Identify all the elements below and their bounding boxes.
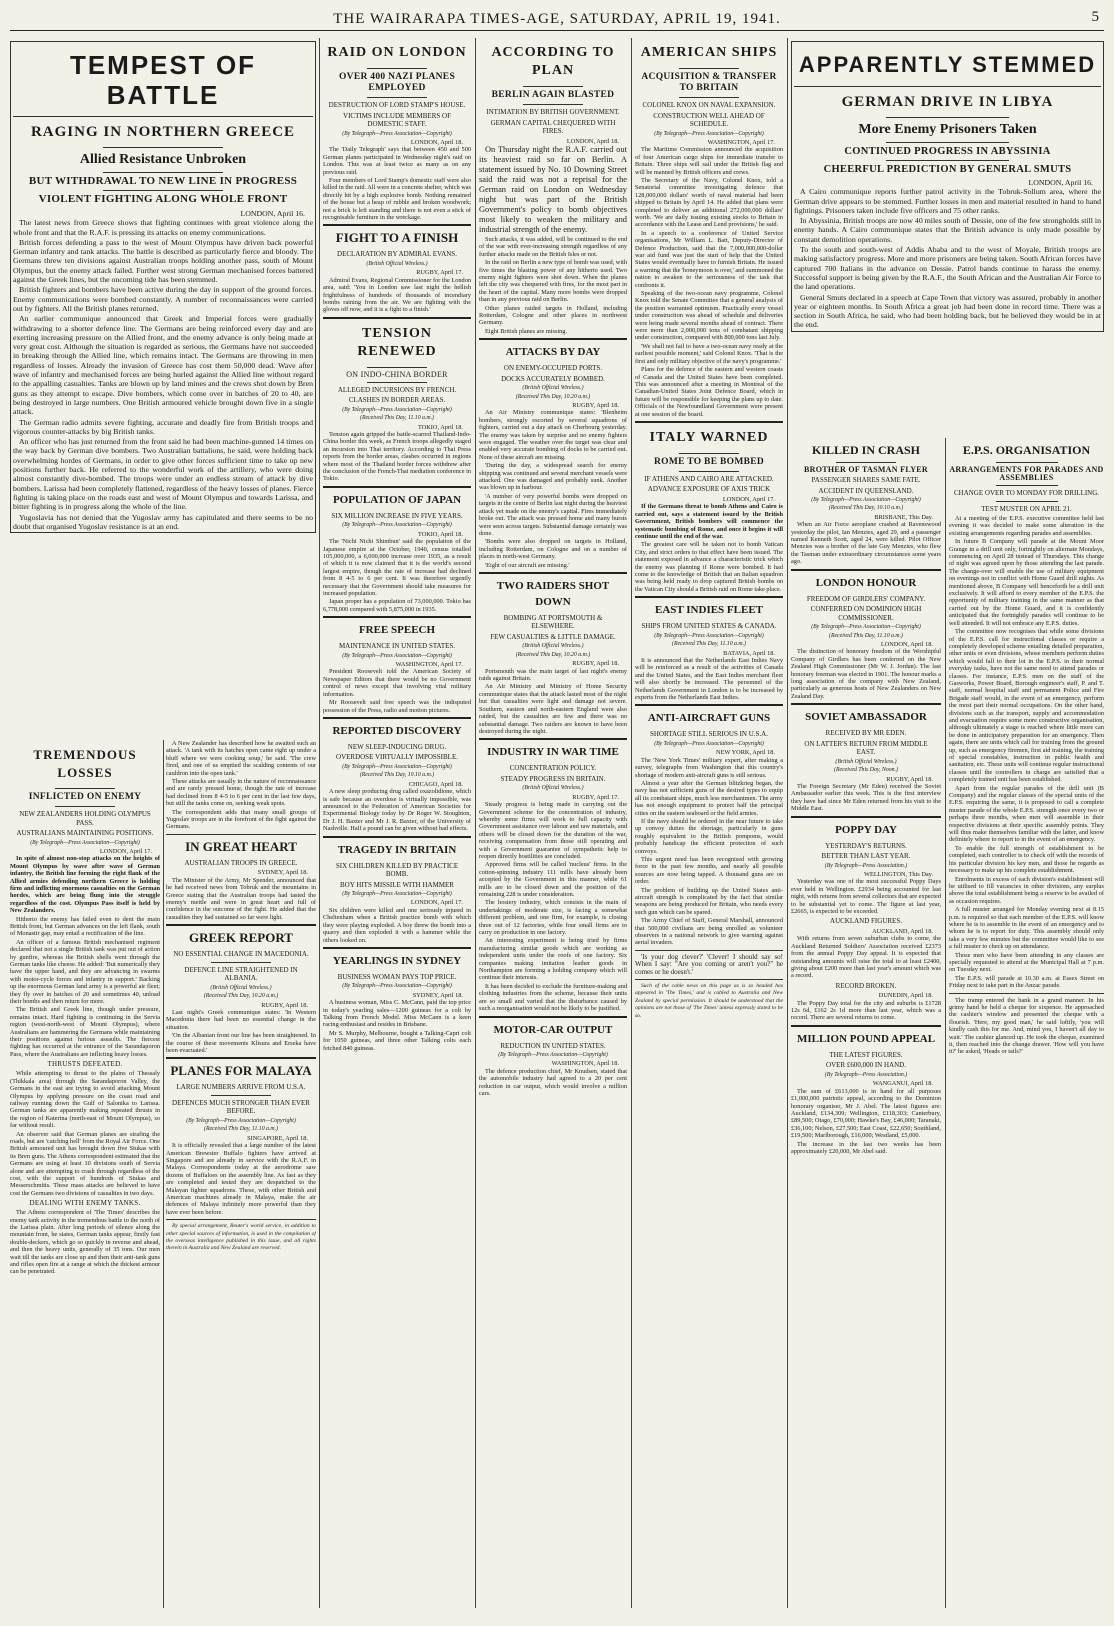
indies-headline: EAST INDIES FLEET — [654, 604, 763, 617]
tension-credit: (By Telegraph—Press Association—Copyright) — [342, 406, 452, 413]
aa-para: If the navy should be ordered in the near future to take up convoy duties the shortage, particularly in guns roughly equivalent to the British pompoms, would probably handicap the efficient protection of such convoys. — [635, 817, 783, 855]
industry-deck: STEADY PROGRESS IN BRITAIN. — [500, 774, 606, 783]
page-number: 5 — [1091, 9, 1100, 25]
soviet-deck: ON LATTER'S RETURN FROM MIDDLE EAST. — [804, 739, 928, 757]
crash-dateline: BRISBANE, This Day. — [874, 513, 933, 521]
libya-para: In Abyssinia, British troops are now 40 miles south of Dessie, one of the few strongholds still in enemy hands. A Cairo communique states that the British advance is only made possible by constant demolition operations. — [794, 216, 1101, 244]
raiders-received: (Received This Day, 10.20 a.m.) — [515, 651, 591, 658]
libya-deck-4: CHEERFUL PREDICTION BY GENERAL SMUTS — [823, 164, 1072, 175]
industry-headline: INDUSTRY IN WAR TIME — [487, 746, 619, 759]
discovery-received: (Received This Day, 10.10 a.m.) — [359, 772, 435, 779]
aa-subhead: SHORTAGE STILL SERIOUS IN U.S.A. — [650, 730, 768, 739]
raiders-dateline: RUGBY, April 18. — [572, 660, 619, 668]
raiders-subhead: BOMBING AT PORTSMOUTH & ELSEWHERE. — [503, 613, 603, 631]
column-3 — [479, 38, 627, 1608]
malaya-credit: (By Telegraph—Press Association—Copyright) — [186, 1117, 296, 1124]
poppy-dateline-2: AUCKLAND, April 18. — [872, 927, 933, 935]
losses-subhead: INFLICTED ON ENEMY — [28, 792, 142, 802]
column-2 — [323, 38, 471, 1608]
tragedy-para: Six children were killed and one seriously injured in Cheltenham when a British practice bomb with which they were playing exploded. A boy threw the bomb into a quarry and then exploded it with a hammer while the others looked on. — [323, 906, 471, 944]
indies-dateline: BATAVIA, April 18. — [723, 649, 775, 657]
industry-para: Steady progress is being made in carrying out the Government scheme for the concentration of industry, whereby some firms will work to full capacity with Government assistance over labour and raw materials, and others will be closed down for the duration of the war, receiving compensation from those still operating and with a Government guarantee of sympathetic help to reopen directly hostilities are concluded. — [479, 801, 627, 860]
ships-credit: (By Telegraph—Press Association—Copyright) — [654, 130, 764, 137]
poppy-credit: (By Telegraph—Press Association.) — [824, 862, 908, 869]
industry-dateline: RUGBY, April 17. — [572, 793, 619, 801]
losses-deck-1: NEW ZEALANDERS HOLDING OLYMPUS PASS. — [19, 810, 151, 827]
plan-deck-2: GERMAN CAPITAL CHEQUERED WITH FIRES. — [490, 118, 616, 135]
eps-para: A full muster arranged for Monday evening next at 8.15 p.m. is required so that each member of the E.P.S. will know where he is to assemble in the event of an emergency and to whom he is to report for duty. This assembly should only take a very few minutes but the committee would like to see a full muster to check up on attendance. — [949, 906, 1104, 951]
raiders-credit: (British Official Wireless.) — [522, 643, 584, 650]
yearlings-subhead: BUSINESS WOMAN PAYS TOP PRICE. — [337, 972, 457, 981]
speech-para: President Roosevelt told the American Society of Newspaper Editors that there would be no Government control of news except that involving vital military information. — [323, 668, 471, 698]
losses-headline: TREMENDOUS LOSSES — [33, 747, 137, 780]
ships-para: In a speech to a conference of United Service organisations, Mr William L. Batt, Deputy-Director of Defence Production, said that the 7,000,000,000-dollar war aid fund was just the start of help that the United States would eventually have to furnish Britain. He issued a warning that the 'honeymoon is over,' and summoned the nation to awaken to the seriousness of the task that confronts it. — [635, 229, 783, 289]
poppy-para: Yesterday was one of the most successful Poppy Days ever held in Wellington. £2934 being accounted for last night, with returns from several collectors that are expected to be substantial yet to come. The figure at last year, £2665, is expected to be exceeded. — [791, 878, 941, 915]
speech-credit: (By Telegraph—Press Association—Copyright) — [342, 652, 452, 659]
poppy-para: With returns from seven suburban clubs to come, the Auckland Returned Soldiers' Association received £2373 from the annual Poppy Day appeal. It is expected that outstanding amounts will raise the total to at least £2400, giving about £200 more than last year's amount which was a record. — [791, 935, 941, 980]
aa-credit: (By Telegraph—Press Association—Copyright) — [654, 740, 764, 747]
malaya-deck: DEFENCES MUCH STRONGER THAN EVER BEFORE. — [172, 1098, 310, 1116]
ships-deck-2: CONSTRUCTION WELL AHEAD OF SCHEDULE. — [653, 111, 765, 128]
libya-para: A Cairo communique reports further patrol activity in the Tobruk-Sollum area, where the German drive appears to be stemmed. Further losses in men and material resulted in hand to hand fightings. Prisoners taken include five officers and 75 other ranks. — [794, 187, 1101, 215]
tension-headline: TENSION RENEWED — [357, 325, 437, 359]
greece-para: The German radio admits severe fighting, accurate and deadly fire from British troops and vigorous counter-attacks by big British tanks. — [13, 417, 313, 436]
eps-para: At a meeting of the E.P.S. executive committee held last evening it was decided to make some alteration in the existing arrangements regarding parades and assemblies. — [949, 515, 1104, 537]
greece-para: British fighters and bombers have been active during the day in support of the ground forces. Enemy communications were bombed constantly. A number of reconnaissances were carried out by fighters. All the British planes returned. — [13, 285, 313, 313]
greek-report-para: 'On the Albanian front our line has been straightened. In the course of these movements Klisura and Ersekа have been evacuated.' — [166, 1032, 316, 1054]
aa-headline: ANTI-AIRCRAFT GUNS — [647, 712, 771, 725]
ships-deck-1: COLONEL KNOX ON NAVAL EXPANSION. — [642, 101, 776, 109]
eps-para: The E.P.S. will parade at 10.30 a.m. at Essex Street on Friday next to take part in the Anzac parade. — [949, 974, 1104, 990]
finish-para: Admiral Evans, Regional Commissioner for the London area, said: 'You in London saw last night the hellish frightfulness of hundreds of thousands of incendiary bombs raining from the air. We are fighting with the gloves off now, and it is a fight to a finish.' — [323, 276, 471, 314]
speech-dateline: WASHINGTON, April 17. — [395, 661, 463, 669]
tragedy-subhead: SIX CHILDREN KILLED BY PRACTICE BOMB. — [335, 861, 459, 879]
libya-headline: APPARENTLY STEMMED — [798, 52, 1097, 77]
crash-para: When an Air Force aeroplane crashed at Ravenswood yesterday the pilot, Ian Menzies, aged 29, and a passenger named Kenneth Scott, aged 24, were killed. Pilot Officer Menzies was a brother of the late Guy Menzies, who flew the Tasman under extraordinary circumstances some years ago. — [791, 521, 941, 566]
appeal-headline: MILLION POUND APPEAL — [796, 1032, 936, 1045]
ships-subhead: ACQUISITION & TRANSFER TO BRITAIN — [641, 72, 777, 93]
appeal-para: The increase in the last two weeks has been approximately £20,000, Mr Abel said. — [791, 1140, 941, 1155]
greece-para: The latest news from Greece shows that fighting continues with great violence along the whole front and that the R.A.F. is pressing its attacks on enemy communications. — [13, 218, 313, 237]
losses-para: The Athens correspondent of 'The Times' describes the enemy tank activity in the tremendous battle to the north of the Larissa plain. After long periods of silence along the mountain front, he states, German tanks appear, firstly fast double-deckers, which go so quickly in reverse and ahead, and then the heavy units, generally of 35 tons. Our men wait till the tanks are close up and then their anti-tank guns and rifles open fire at a range at which the thickest armour can be penetrated. — [10, 1209, 160, 1276]
reuter-note: By special arrangement, Reuter's world service, in addition to other special sources of information, is used in the compilation of the overseas intelligence published in this issue, and all rights therein in Australia and New Zealand are reserved. — [166, 1223, 316, 1252]
ships-para: Plans for the defence of the eastern and western coasts of Canada and the United States have been completed. This was announced after a meeting in Montreal of the Canadian-United States Joint Defence Board, which in future will be responsible for keeping the plans up to date. Officials of the Newfoundland Government were present at one session of the board. — [635, 366, 783, 418]
greek-report-credit: (British Official Wireless.) — [210, 984, 272, 991]
soviet-headline: SOVIET AMBASSADOR — [805, 711, 927, 724]
italy-subhead: ROME TO BE BOMBED — [653, 456, 765, 467]
aa-dateline: NEW YORK, April 18. — [716, 749, 775, 757]
tension-dateline: TOKIO, April 18. — [417, 423, 463, 431]
crash-subhead: BROTHER OF TASMAN FLYER — [803, 465, 929, 474]
appeal-deck: OVER £600,000 IN HAND. — [826, 1061, 906, 1070]
masthead — [10, 8, 1104, 31]
column-4 — [635, 38, 783, 1608]
malaya-subhead: LARGE NUMBERS ARRIVE FROM U.S.A. — [176, 1083, 306, 1092]
soviet-para: The Foreign Secretary (Mr Eden) received the Soviet Ambassador earlier this week. This is the first interview they have had since Mr Eden returned from his visit to the Middle East. — [791, 782, 941, 813]
greece-deck-3: BUT WITHDRAWAL TO NEW LINE IN PROGRESS — [28, 175, 298, 187]
soviet-subhead: RECEIVED BY MR EDEN. — [825, 729, 907, 738]
libya-para: General Smuts declared in a speech at Cape Town that victory was assured, probably in another year or eighteen months. In South Africa a great job had been done in record time. There was a section in South Africa, he said, who had been holding back, but he believed they would be in at the end. — [794, 292, 1101, 330]
poppy-dateline-3: DUNEDIN, April 18. — [878, 992, 933, 1000]
finish-subhead: DECLARATION BY ADMIRAL EVANS. — [337, 250, 457, 259]
attacks-headline: ATTACKS BY DAY — [505, 346, 601, 359]
aa-para: The Army Chief of Staff, General Marshall, announced that 500,000 civilians are being enrolled as volunteer observers in a national network to give warning against aerial invaders. — [635, 917, 783, 947]
tension-deck-1: ALLEGED INCURSIONS BY FRENCH. — [337, 385, 457, 394]
yearlings-dateline: SYDNEY, April 18. — [412, 991, 463, 999]
losses-para: These attacks are usually in the nature of reconnaissance and are rarely pressed home, though the rate of increase had declined from 8 4-5 to 6 per cent in the last few days, but still the tanks come on, seeking weak spots. — [166, 778, 316, 808]
losses-para: The correspondent adds that many small groups of Yugoslav troops are in the forefront of the fight against the Germans. — [166, 808, 316, 831]
losses-para: In spite of almost non-stop attacks on the heights of Mount Olympus by wave after wave of German infantry, the British line forming the right flank of the Allied armies defending northern Greece is holding firm and inflicting enormous casualties on the German hordes, which are being flung into the struggle regardless of the cost. Olympus Pass itself is held by New Zealanders. — [10, 855, 160, 915]
plan-para: In the raid on Berlin a new type of bomb was used, with five times the blasting power of any hitherto used. Two enemy night fighters were shot down. When the planes left the city was chequered with fires, for the most part in the heart of the capital. Many more bombs were dropped than in any previous raid on Berlin. — [479, 259, 627, 304]
malaya-dateline: SINGAPORE, April 18. — [247, 1134, 308, 1142]
soviet-dateline: RUGBY, April 18. — [886, 775, 933, 783]
greece-deck-4: VIOLENT FIGHTING ALONG WHOLE FRONT — [38, 193, 288, 205]
tension-para: Tension again gripped the battle-scarred Thailand-Indo-China border this week, as French troops allegedly staged an incursion into Thai territory. According to Thai Press reports from the border areas, clashes occurred in regions where most of the Thailand border forces withdrew after the conclusion of the French-Thai mediation conference in Tokio. — [323, 430, 471, 483]
speech-subhead: MAINTENANCE IN UNITED STATES. — [338, 642, 456, 651]
heart-headline: IN GREAT HEART — [185, 838, 297, 854]
japan-dateline: TOKIO, April 18. — [417, 530, 463, 538]
japan-subhead: SIX MILLION INCREASE IN FIVE YEARS. — [331, 511, 463, 520]
greek-report-deck: DEFENCE LINE STRAIGHTENED IN ALBANIA. — [184, 965, 298, 983]
tragedy-credit: (By Telegraph—Press Association—Copyright) — [342, 891, 452, 898]
plan-para: On Thursday night the R.A.F. carried out its heaviest raid so far on Berlin. A statement issued by No. 10 Downing Street said the raid was not a reprisal for the German raid on London on Wednesday night but was part of the British Government's policy to bomb objectives most likely to weaken the military and industrial strength of the enemy. — [479, 144, 627, 234]
appeal-credit: (By Telegraph—Press Association.) — [824, 1071, 908, 1078]
greece-deck-1: RAGING IN NORTHERN GREECE — [30, 124, 296, 140]
losses-para: While attempting to thrust to the plains of Thessaly (Thikkala area) through the Sarandaporon Valley, the Germans in the east are trying to avoid attacking Mount Olympus by applying pressure on the coast road and railway running down the Gulf of Salonika to Larissa. German tanks are apparently making repeated thrusts in the region of Katerina (north-east of Mount Olympus), so far without result. — [10, 1070, 160, 1130]
tragedy-dateline: LONDON, April 17. — [410, 899, 463, 907]
masthead-title: THE WAIRARAPA TIMES-AGE, SATURDAY, APRIL 19, 1941. — [333, 10, 781, 27]
italy-para: The greatest care will be taken not to bomb Vatican City, and strict orders to that effect have been issued. The statement exposed in advance a characteristic trick which the enemy was planning if Rome were bombed. It had come to the knowledge of British that an Italian squadron was being held ready to drop captured British bombs on the Vatican City should a British raid on Rome take place. — [635, 541, 783, 593]
attacks-para: 'Eight of our aircraft are missing.' — [485, 561, 570, 569]
libya-para: To the south and south-west of Addis Ababa and to the west of Moyale, British troops are making satisfactory progress. More and more prisoners are being taken. South African forces have captured 700 Italians in the advance on Dessie. Patrol bands continue to harass the enemy. Successful support is being given by the R.A.F., the South African and the Australian Air Force to the land operations. — [794, 245, 1101, 292]
eps-deck-1: CHANGE OVER TO MONDAY FOR DRILLING. — [953, 489, 1100, 497]
honour-dateline: LONDON, April 18. — [880, 640, 933, 648]
tension-subhead: ON INDO-CHINA BORDER — [346, 369, 448, 379]
italy-deck-2: ADVANCE EXPOSURE OF AXIS TRICK — [647, 485, 771, 494]
attacks-subhead: ON ENEMY-OCCUPIED PORTS. — [503, 364, 603, 373]
losses-credit: (By Telegraph—Press Association—Copyright) — [30, 839, 140, 846]
yearlings-para: A business woman, Miss C. McCann, paid the top price in today's yearling sales—1200 guineas for a colt by Talking from French Model. Miss McCann is a keen racing enthusiast and resides in Brisbane. — [323, 999, 471, 1029]
greece-para: British forces defending a pass to the west of Mount Olympus have driven back powerful German infantry and tank attacks. The battle is described as particularly fierce and bloody. The Germans threw ten divisions against Australian troops holding another pass, south of Mount Olympus, but the enemy attack failed. Further west strong German mechanised forces battered against the Greek lines, but the oncoming tide has been stemmed. — [13, 237, 313, 285]
aa-para: The problem of building up the United States anti-aircraft strength is complicated by the fact that similar weapons are being produced for Britain, who needs every such gun which can be spared. — [635, 886, 783, 916]
japan-para: The 'Nichi Nichi Shimbun' said the population of the Japanese empire at the October, 1940, census totalled 105,000,000, a 6,000,000 increase over 1935, as a result of which it is now claimed that it is the world's second largest empire, though the rate of increase had declined from 8 4-5 to 6 per cent. It was therefore urgently necessary that the Government should take measures for increased population. — [323, 538, 471, 597]
industry-para: The hosiery industry, which consists in the main of undertakings of moderate size, is facing a somewhat different problem, and one firm, for example, is closing three out of 12 factories, while four small firms are to carry on production in one factory. — [479, 899, 627, 937]
yearlings-credit: (By Telegraph—Press Association—Copyright) — [342, 983, 452, 990]
honour-subhead: FREEDOM OF GIRDLERS' COMPANY. — [806, 594, 926, 603]
indies-received: (Received This Day, 11.10 a.m.) — [672, 641, 746, 648]
crash-deck-2: ACCIDENT IN QUEENSLAND. — [818, 486, 914, 495]
eps-para: Apart from the regular parades of the drill unit (B Company) and the regular classes of the special units of the E.P.S. requiring the same, it is proposed to call a complete muster parade of the whole E.P.S. strength once every two or perhaps three months, when men will assemble in their respective divisions at their specific assembly points. They will thus make themselves familiar with the latter, and know definitely where to report to in the event of an emergency. — [949, 784, 1104, 844]
motorcar-dateline: WASHINGTON, April 18. — [551, 1060, 619, 1068]
honour-received: (Received This Day, 11.10 a.m.) — [829, 632, 903, 639]
newspaper-page — [10, 8, 1104, 1608]
greece-para: Yugoslavia has not denied that the Yugoslav army has capitulated and there seems to be no doubt that organised Yugoslav resistance is at an end. — [13, 512, 313, 531]
eps-para: To enable the full strength of establishment to be completed, each controller is to check off with the records of his particular division his key men, and those he regards as necessary to make up his complete establishment. — [949, 844, 1104, 875]
italy-dateline: LONDON, April 17. — [722, 495, 775, 503]
motorcar-subhead: REDUCTION IN UNITED STATES. — [500, 1041, 606, 1050]
motorcar-headline: MOTOR-CAR OUTPUT — [493, 1023, 613, 1036]
greece-para: An earlier communique announced that Greek and Imperial forces were gradually withdrawing to a shorter defence line. The Germans are being reinforced every day and are exerting increasing pressure on the Allied front, and the enemy advance is only being made at very great cost. Although the situation is regarded as serious, the Germans have not succeeded in breaking through the Allied line, which remains intact. The Germans are throwing in men regardless of losses. Already the invasion of Greece has cost them 50,000 dead. Wave after wave of infantry and mechanised forces are being hurled against the Allied line without regard to the appalling casualties. Tanks are blown up by land mines and the crews shot down by Bren guns as they attempt to escape. Dive bombers, which come over in batches of 20 to 40, are being destroyed in large numbers. One British armoured vehicle brought down five in a single attack. — [13, 314, 313, 417]
poppy-crosshead: AUCKLAND FIGURES. — [830, 917, 902, 926]
japan-credit: (By Telegraph—Press Association—Copyright) — [342, 522, 452, 529]
finish-dateline: RUGBY, April 17. — [416, 269, 463, 277]
poppy-headline: POPPY DAY — [835, 823, 897, 836]
heart-para: The Minister of the Army, Mr Spender, announced that he had received news from Tobruk and the mountains in Greece stating that the Australian troops had tasted the enemy's mettle and were in great heart and full of confidence in the outcome of the fight. He added that the casualties they had sustained so far were light. — [166, 876, 316, 921]
attacks-para: 'Bombs were also dropped on targets in Holland, including Rotterdam, on Cologne and on a number of places in north-west Germany. — [479, 538, 627, 561]
losses-crosshead: DEALING WITH ENEMY TANKS. — [29, 1199, 141, 1208]
honour-credit: (By Telegraph—Press Association—Copyright) — [811, 624, 921, 631]
finish-credit: (British Official Wireless.) — [366, 260, 428, 267]
eps-para: The committee now recognises that while some divisions of the E.P.S. call for instructional classes or require a completely developed scheme entailing detailed preparation, other units or even divisions, whose members perform duties which would fall to their lot in the E.P.S. in their normal everyday tasks, have not the same need to attend parades or classes. For instance, E.P.S. men on the staff of the Gasworks, Power Board, Borough engineer's staff, P. and T. staff, normal hospital staff and permanent Police and Fire Brigade staff would, in the event of an emergency, perform the most part their normal occupations. On the other hand, divisions such as the transport, supply and accommodation and evacuation require some more constructive organisation, although ultimately a stage is reached where little more can be done in anticipatory preparation for an emergency. Then again, there are units which call for training from the ground up, such as emergency firemen, first aid training, the training of special constables, instruction in public health and sanitation, etc. These units will continue regular instructional classes until the controllers in charge are satisfied that a completely trained unit has been established. — [949, 628, 1104, 784]
attacks-para: An Air Ministry communique states: 'Blenheim bombers, strongly escorted by several squadrons of fighters, carried out a day attack on Cherbourg yesterday. The enemy was taken by surprise and no enemy fighters were engaged. The weather over the target was clear and enabled very accurate bombing of docks to be carried out. None of these aircraft are missing. — [479, 409, 627, 461]
poppy-dateline: WELLINGTON, This Day. — [864, 870, 933, 878]
industry-para: It has been decided to exclude the furniture-making and clothing industries from the scheme, because their units are so small and varied that the disturbance caused by such a reorganisation would not be likely to be justified. — [479, 982, 627, 1013]
losses-para: An officer of a famous British mechanised regiment declared that not a single British tank was put out of action by gunfire, whereas the British shells went through the German tanks like cheese. He added: 'But numerically they have the upper hand, and they are advancing in swarms with motor-cycle forces and infantry in support.' Backing up the enormous German land army is a powerful air fleet; they fly over in batches of 20 and sometimes 40, unload their bombs and then return for more. — [10, 938, 160, 1006]
times-note: Such of the cable news on this page as is so headed has appeared in 'The Times,' and is cabled to Australia and New Zealand by special permission. It should be understood that the opinions are not those of 'The Times' unless expressly stated to be so. — [635, 983, 783, 1019]
discovery-credit: (By Telegraph—Press Association—Copyright) — [342, 763, 452, 770]
appeal-subhead: THE LATEST FIGURES. — [829, 1050, 903, 1059]
column-6 — [949, 438, 1104, 1608]
ships-para: Speaking of the two-ocean navy programme, Colonel Knox told the Senate Committee that a general analysis of the position warranted optimism. Practically every vessel under construction was ahead of schedule and deliveries were being made several months ahead of contract. There were more than 2,000,000 tons of combatant shipping under construction, compared with 800,000 tons last July. — [635, 290, 783, 342]
attacks-received: (Received This Day, 10.20 a.m.) — [515, 393, 591, 400]
ships-para: The Secretary of the Navy, Colonel Knox, told a Senatorial committee investigating defence that 128,000,000 dollars' worth of naval material had been shipped to Britain by April 14. He added that plans were completed to deliver an additional 272,000,000 dollars' worth. 'We are daily issuing existing stocks to Britain in accordance with the Lease and Lend provisions,' he said. — [635, 176, 783, 229]
ships-dateline: WASHINGTON, April 17. — [707, 138, 775, 146]
losses-para: An observer said that German planes are strafing the roads, but are 'catching hell' from the Royal Air Force. One British armoured unit has brought down five Stukas with its Bren guns. The Athens correspondent estimated that the Germans are using at least 10 divisions south of Servia alone and are attempting to crash through regardless of the cost, with the support of hundreds of Stukas and Messerschmitts. These mass attacks are believed to have cost the Germans two divisions of casualties in two days. — [10, 1130, 160, 1197]
tension-received: (Received This Day, 11.10 a.m.) — [360, 415, 434, 422]
indies-subhead: SHIPS FROM UNITED STATES & CANADA. — [641, 622, 777, 631]
losses-continued — [166, 740, 316, 1254]
japan-para: Japan proper has a population of 73,000,000. Tokio has 6,778,000 compared with 5,875,000 in 1935. — [323, 598, 471, 613]
tramp-story: The tramp entered the bank in a grand manner. In his grimy hand he held a cheque for sixpence. He approached the cashier's window and presented the cheque with a flourish. 'Here, my good man,' he said loftily, 'you will kindly cash this for me. And, mind you, I haven't all day to wait.' The cashier glanced up. He took the cheque, examined it, then reached into the change drawer. 'How will you have it?' he asked, 'Heads or tails?' — [949, 996, 1104, 1056]
losses-para: The British and Greek line, though under pressure, remains intact. Hard fighting is continuing in the Servia region (west-north-west of Mount Olympus), where Australians are hammering the Germans while maintaining their positions against furious assaults. The fiercest fighting has occurred at the entrance of the Sarandaporon Pass, where the Australians are inflicting heavy losses. — [10, 1006, 160, 1058]
indies-para: It is announced that the Netherlands East Indies Navy will be reinforced as a result of the activities of Canada and the United States, and the East Indies merchant fleet will also shortly be increased. The personnel of the Netherlands Government in London is to be increased by experts from the Netherlands East Indies. — [635, 656, 783, 701]
plan-headline: ACCORDING TO PLAN — [491, 45, 615, 78]
italy-headline: ITALY WARNED — [649, 429, 769, 445]
discovery-headline: REPORTED DISCOVERY — [332, 724, 462, 737]
column-5 — [791, 438, 941, 1608]
plan-para: Eight British planes are missing. — [485, 327, 568, 335]
yearlings-para: Mr S. Murphy, Melbourne, bought a Talking-Capri colt for 1050 guineas, and three other Talking colts each fetched 840 guineas. — [323, 1029, 471, 1052]
greece-dateline: LONDON, April 16. — [240, 209, 305, 218]
greek-report-para: Last night's Greek communique states: 'In Western Macedonia there had been no essential change in the situation. — [166, 1008, 316, 1031]
dog-joke: 'Is your dog clever?' 'Clever! I should say so! When I say: "Are you coming or aren't you?" he comes or he doesn't.' — [635, 952, 783, 976]
attacks-para: 'A number of very powerful bombs were dropped on targets in the centre of Berlin last night during the heaviest attack yet made on the enemy's capital. Fires immediately broke out. The attack was pressed home and many bursts were seen across targets. Substantial damage certainly was done. — [479, 492, 627, 537]
crash-headline: KILLED IN CRASH — [811, 443, 921, 457]
honour-deck: CONFERRED ON DOMINION HIGH COMMISSIONER. — [810, 605, 922, 622]
plan-deck-1: INTIMATION BY BRITISH GOVERNMENT. — [486, 108, 620, 116]
attacks-para: 'During the day, a widespread search for enemy shipping was continued and several merchant vessels were attacked. One was damaged and probably sunk. Another was blown up in harbour. — [479, 462, 627, 492]
libya-deck-1: GERMAN DRIVE IN LIBYA — [841, 94, 1054, 110]
losses-crosshead: THRUSTS DEFEATED. — [47, 1060, 123, 1069]
tragedy-headline: TRAGEDY IN BRITAIN — [337, 843, 457, 856]
libya-deck-3: CONTINUED PROGRESS IN ABYSSINIA — [844, 146, 1051, 157]
discovery-para: A new sleep producing drug called oxazolidione, which is safe because an overdose is virtually impossible, was announced to the Federation of American Societies for Experimental Biology today by Dr Roger W. Stoughton, Dr J. H. Baxter and Mr J. R. Baxter, of the University of Nashville. Half a pound can be given without bad effects. — [323, 788, 471, 833]
attacks-dateline: RUGBY, April 18. — [572, 402, 619, 409]
motorcar-para: The defence production chief, Mr Knudsen, stated that the automobile industry had agreed to a 20 per cent reduction in car output, which would involve a million cars. — [479, 1067, 627, 1098]
soviet-credit: (British Official Wireless.) — [835, 758, 897, 765]
greek-report-subhead: NO ESSENTIAL CHANGE IN MACEDONIA. — [173, 950, 309, 959]
plan-para: Such attacks, it was added, will be continued to the end of the war with ever-increasing strength regardless of any further attacks made on the British Isles or not. — [479, 235, 627, 258]
poppy-crosshead: RECORD BROKEN. — [835, 981, 897, 990]
raid-deck-2: VICTIMS INCLUDE MEMBERS OF DOMESTIC STAFF. — [343, 111, 451, 128]
poppy-para: The Poppy Day total for the city and suburbs is £1728 12s 6d, £162 2s 1d more than last year, which was a record. There are several returns to come. — [791, 999, 941, 1022]
industry-para: An interesting experiment is being tried by firms manufacturing similar goods which are working as independent units under the roofs of one factory. Six companies making imitation leather goods in Northampton are forming a holding company which will continue their interests. — [479, 937, 627, 982]
plan-subhead: BERLIN AGAIN BLASTED — [491, 90, 615, 100]
malaya-para: It is officially revealed that a large number of the latest American Brewster Buffalo fighters have arrived at Singapore and are already in service with the R.A.F. in Malaya. Correspondents today at the aerodrome saw dozens of Buffaloes on the assembly line. As fast as they are completed and tested they are despatched to the Malayan fighter squadrons. These, with other British and American machines already in Malaya, make the air defences of Malaya infinitely more powerful than they have ever been before. — [166, 1142, 316, 1216]
eps-deck-2: TEST MUSTER ON APRIL 21. — [981, 504, 1072, 513]
raiders-para: An Air Ministry and Ministry of Home Security communique states that the attack lasted most of the night but that casualties were light and damage not severe. Southern, eastern and north-eastern England were also raided, but the casualties are few and there was no substantial damage. Two raiders are known to have been destroyed during the night. — [479, 683, 627, 735]
libya-deck-2: More Enemy Prisoners Taken — [858, 122, 1037, 137]
attacks-deck: DOCKS ACCURATELY BOMBED. — [501, 374, 605, 383]
heart-dateline: SYDNEY, April 18. — [257, 869, 308, 877]
greek-report-dateline: RUGBY, April 18. — [261, 1001, 308, 1009]
aa-para: The 'New York Times' military expert, after making a survey, telegraphs from Washington that this country's shortage of modern anti-aircraft guns is still serious. — [635, 756, 783, 779]
losses-para: A New Zealander has described how he awaited such an attack. 'A tank with its hatches open came right up under a bluff where we were cooking soup,' he said. 'The crew fired, and one of us emptied the scalding contents of our cauldron into the open tank.' — [166, 740, 316, 777]
tension-deck-2: CLASHES IN BORDER AREAS. — [348, 396, 446, 405]
libya-dateline: LONDON, April 16. — [1028, 178, 1093, 187]
eps-para: Those men who have been attending in any classes are specially requested to attend at the Municipal Hall at 7 p.m. on Tuesday next. — [949, 951, 1104, 974]
eps-para: Enrolments in excess of each division's establishment will be utilised to fill vacancies in other divisions, any surplus above the total establishment being a reserve to be availed of as occasion requires. — [949, 875, 1104, 905]
raiders-deck: FEW CASUALTIES & LITTLE DAMAGE. — [490, 632, 616, 641]
heart-subhead: AUSTRALIAN TROOPS IN GREECE. — [184, 858, 298, 867]
raid-para: The 'Daily Telegraph' says that between 450 and 500 German planes participated in Wednesday night's raid on London. This was at least twice as many as on any previous raid. — [323, 146, 471, 176]
appeal-para: The sum of £613,000 is in hand for all purposes £1,000,000 patriotic appeal, according to the Dominion honorary organiser, Mr J. Abel. The latest figures are: Auckland, £134,309; Wellington, £118,303; Canterbury, £89,500; Otago, £70,000; Hawke's Bay, £46,000; Taranaki, £36,100; Nelson, £27,500; East Coast, £22,650; Southland, £19,500; Marlborough, £16,000; Westland, £5,000. — [791, 1087, 941, 1140]
italy-para: If the Germans threat to bomb Athens and Cairo is carried out, says a statement issued by the British Government, British bombers will commence the systematic bombing of Rome, and once it begins it will continue until the end of the war. — [635, 503, 783, 540]
greece-deck-2: Allied Resistance Unbroken — [79, 152, 247, 167]
ships-para: 'We shall not fail to have a two-ocean navy ready at the earliest possible moment,' said Colonel Knox. 'That is the first and only military objective of the navy's programme.' — [635, 342, 783, 365]
attacks-credit: (British Official Wireless.) — [522, 385, 584, 392]
raiders-para: Portsmouth was the main target of last night's enemy raids against Britain. — [479, 667, 627, 683]
raid-credit: (By Telegraph—Press Association—Copyright) — [342, 130, 452, 137]
appeal-dateline: WANGANUI, April 18. — [872, 1080, 933, 1088]
raid-deck-1: DESTRUCTION OF LORD STAMP'S HOUSE. — [328, 101, 466, 109]
losses-deck-2: AUSTRALIANS MAINTAINING POSITIONS. — [16, 829, 154, 837]
raid-subhead: OVER 400 NAZI PLANES EMPLOYED — [338, 72, 456, 93]
indies-credit: (By Telegraph—Press Association—Copyright) — [654, 632, 764, 639]
tragedy-deck: BOY HITS MISSILE WITH HAMMER — [340, 880, 454, 889]
malaya-headline: PLANES FOR MALAYA — [170, 1063, 312, 1079]
raid-headline: RAID ON LONDON — [327, 45, 467, 60]
honour-headline: LONDON HONOUR — [815, 576, 917, 589]
eps-para: In future B Company will parade at the Mount Moor Grange in a drill unit only, fortnightly on alternate Mondays, commencing on April 28 instead of Thursdays. This change of night was agreed upon by those attending the last parade. The change-over will enable the use of military equipment on evenings not in conflict with Home Guard drill nights. As mentioned above, B Company will henceforth be a drill unit exclusively. It will afford to every member of the E.P.S. the opportunity of military training in the same manner as that carried out by the Home Guard, and it is confidently anticipated that the fortnightly parades will continue to be well attended. It will not embrace any E.P.S. duties. — [949, 538, 1104, 627]
poppy-deck: BETTER THAN LAST YEAR. — [821, 852, 911, 861]
poppy-subhead: YESTERDAY'S RETURNS. — [825, 841, 907, 850]
crash-credit: (By Telegraph—Press Association—Copyright) — [811, 497, 921, 503]
crash-received: (Received This Day, 10.10 a.m.) — [828, 505, 904, 512]
honour-para: The distinction of honorary freedom of the Worshipful Company of Girdlers has been conferred on the New Zealand High Commissioner (Mr W. J. Jordan). The last honorary freeman was elected in 1901. The honour marks a long association of the company with New Zealand, particularly as generous hosts of New Zealanders on New Zealand Day. — [791, 648, 941, 700]
industry-subhead: CONCENTRATION POLICY. — [509, 764, 597, 773]
italy-deck-1: IF ATHENS AND CAIRO ARE ATTACKED. — [644, 474, 774, 483]
plan-para: Other planes raided targets in Holland, including Rotterdam, Cologne and other places in northwest Germany. — [479, 304, 627, 327]
greek-report-headline: GREEK REPORT — [189, 930, 293, 946]
raiders-headline: TWO RAIDERS SHOT DOWN — [496, 579, 610, 608]
motorcar-credit: (By Telegraph—Press Association—Copyright) — [498, 1052, 608, 1058]
soviet-received: (Received This Day, Noon.) — [834, 767, 898, 774]
ships-headline: AMERICAN SHIPS — [640, 45, 778, 60]
crash-deck-1: PASSENGER SHARES SAME FATE. — [811, 476, 921, 484]
discovery-subhead: NEW SLEEP-INDUCING DRUG. — [347, 742, 447, 751]
raid-para: Four members of Lord Stamp's domestic staff were also killed in the raid. All were in a concrete shelter, which was directly hit by a high explosive bomb. Nothing remained of the house but a heap of rubble and broken woodwork; not a brick is left standing and there is not even a stick of recognisable furniture in the wreckage. — [323, 176, 471, 221]
industry-para: Approved firms will be called 'nucleus' firms. In the cotton-spinning industry 111 mills have already been accepted by the Government in this manner, while 61 mills are to be closed down and the position of the remaining 228 is under consideration. — [479, 861, 627, 898]
speech-para: Mr Roosevelt said free speech was the indisputed possession of the Press, radio and motion pictures. — [323, 699, 471, 714]
malaya-received: (Received This Day, 11.10 a.m.) — [204, 1126, 278, 1133]
plan-dateline: LONDON, April 18. — [566, 137, 619, 145]
greek-report-received: (Received This Day, 10.20 a.m.) — [203, 993, 279, 1000]
speech-headline: FREE SPEECH — [358, 624, 436, 637]
aa-para: This urgent need has been recognised with growing force in the past few months, and nearly all possible sources are now being tapped. A thousand guns are on order. — [635, 855, 783, 886]
discovery-dateline: CHICAGO, April 18. — [408, 780, 463, 788]
discovery-deck: OVERDOSE VIRTUALLY IMPOSSIBLE. — [336, 753, 458, 762]
raid-dateline: LONDON, April 18. — [410, 138, 463, 146]
losses-dateline: LONDON, April 17. — [99, 847, 152, 855]
libya-section — [791, 38, 1104, 430]
greece-headline: TEMPEST OF BATTLE — [69, 50, 257, 110]
eps-headline: E.P.S. ORGANISATION — [962, 443, 1091, 457]
eps-subhead: ARRANGEMENTS FOR PARADES AND ASSEMBLIES — [949, 465, 1104, 482]
losses-para: Hitherto the enemy has failed even to dent the main British front, but German advances on the left flank, south of Monastir gap, may entail a rectification of the line. — [10, 915, 160, 938]
greece-section — [10, 38, 316, 536]
greece-para: An officer who has just returned from the front said he had been machine-gunned 14 times on the way back by German dive bombers. Two Australian battalions, he said, were holding back overwhelming hordes of Germans, in order to give other forces sufficient time to take up new positions further back. He referred to the wonderful work of the artillery, who were doing almost constantly dive-bombed. The troops were under an endless stream of attack by dive bombers. Larissa had been completely flattened, regardless of the heavy losses of planes. Fierce fighting is taking place on the roads east and west of Mount Olympus and towards Larissa, and bitter fighting is in progress along the whole of the line. — [13, 437, 313, 512]
industry-credit: (British Official Wireless.) — [522, 785, 584, 792]
yearlings-headline: YEARLINGS IN SYDNEY — [332, 954, 462, 967]
ships-para: The Maritime Commission announced the acquisition of four American cargo ships for immediate transfer to Britain. Three ships will sail under the British flag and will be manned by British officers and crews. — [635, 146, 783, 176]
losses-section — [10, 740, 160, 1277]
aa-para: Almost a year after the German blitzkrieg began, the navy has not sufficient guns of the desired types to equip all its combatant ships, much less merchantmen. The army has not enough equipment to protect half the principal cities on the eastern seaboard or the field armies. — [635, 779, 783, 817]
finish-headline: FIGHT TO A FINISH — [335, 230, 459, 246]
japan-headline: POPULATION OF JAPAN — [332, 493, 462, 506]
